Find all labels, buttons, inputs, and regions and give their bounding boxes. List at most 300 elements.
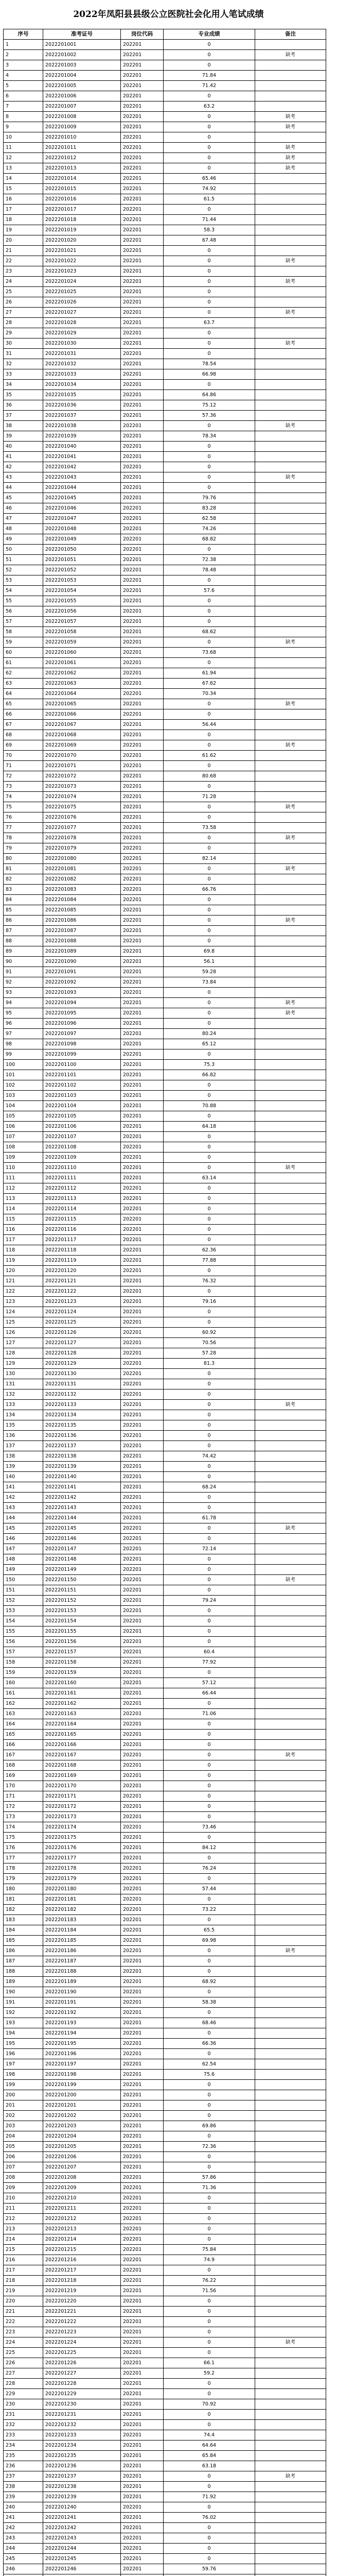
position-code-cell: 202201 bbox=[121, 1101, 164, 1111]
score-cell: 0 bbox=[164, 596, 255, 606]
score-cell: 0 bbox=[164, 1462, 255, 1472]
header-remark: 备注 bbox=[255, 29, 326, 40]
position-code-cell: 202201 bbox=[121, 1122, 164, 1132]
remark-cell bbox=[255, 936, 326, 946]
table-row bbox=[4, 627, 326, 637]
exam-id-cell: 2022201116 bbox=[43, 1225, 121, 1235]
seq-cell: 116 bbox=[4, 1225, 43, 1235]
exam-id-cell: 2022201007 bbox=[43, 101, 121, 112]
score-cell: 0 bbox=[164, 308, 255, 318]
exam-id-cell: 2022201130 bbox=[43, 1369, 121, 1379]
seq-cell: 124 bbox=[4, 1307, 43, 1317]
exam-id-cell: 2022201135 bbox=[43, 1420, 121, 1431]
exam-id-cell: 2022201177 bbox=[43, 1853, 121, 1863]
score-cell: 0 bbox=[164, 2379, 255, 2389]
exam-id-cell: 2022201103 bbox=[43, 1091, 121, 1101]
seq-cell: 229 bbox=[4, 2389, 43, 2399]
table-row bbox=[4, 2162, 326, 2173]
exam-id-cell: 2022201235 bbox=[43, 2451, 121, 2461]
score-cell: 0 bbox=[164, 1719, 255, 1730]
table-row bbox=[4, 1884, 326, 1894]
score-cell: 67.62 bbox=[164, 679, 255, 689]
table-row bbox=[4, 462, 326, 472]
score-cell: 76.24 bbox=[164, 1863, 255, 1874]
remark-cell bbox=[255, 2368, 326, 2379]
remark-cell bbox=[255, 1863, 326, 1874]
position-code-cell: 202201 bbox=[121, 1977, 164, 1987]
table-row bbox=[4, 916, 326, 926]
remark-cell: 缺考 bbox=[255, 1163, 326, 1173]
exam-id-cell: 2022201077 bbox=[43, 823, 121, 833]
remark-cell bbox=[255, 1771, 326, 1781]
remark-cell bbox=[255, 782, 326, 792]
remark-cell bbox=[255, 1379, 326, 1389]
table-row bbox=[4, 1194, 326, 1204]
header-position-code: 岗位代码 bbox=[121, 29, 164, 40]
exam-id-cell: 2022201164 bbox=[43, 1719, 121, 1730]
table-row bbox=[4, 761, 326, 771]
seq-cell: 151 bbox=[4, 1585, 43, 1596]
exam-id-cell: 2022201069 bbox=[43, 740, 121, 751]
position-code-cell: 202201 bbox=[121, 153, 164, 163]
exam-id-cell: 2022201217 bbox=[43, 2265, 121, 2276]
exam-id-cell: 2022201165 bbox=[43, 1730, 121, 1740]
position-code-cell: 202201 bbox=[121, 1142, 164, 1153]
position-code-cell: 202201 bbox=[121, 1338, 164, 1348]
table-row bbox=[4, 812, 326, 823]
exam-id-cell: 2022201033 bbox=[43, 369, 121, 380]
remark-cell bbox=[255, 1699, 326, 1709]
exam-id-cell: 2022201153 bbox=[43, 1606, 121, 1616]
seq-cell: 142 bbox=[4, 1493, 43, 1503]
remark-cell bbox=[255, 2317, 326, 2327]
seq-cell: 182 bbox=[4, 1905, 43, 1915]
exam-id-cell: 2022201015 bbox=[43, 184, 121, 194]
position-code-cell: 202201 bbox=[121, 1420, 164, 1431]
seq-cell: 238 bbox=[4, 2482, 43, 2492]
exam-id-cell: 2022201024 bbox=[43, 277, 121, 287]
position-code-cell: 202201 bbox=[121, 1348, 164, 1359]
position-code-cell: 202201 bbox=[121, 1472, 164, 1482]
exam-id-cell: 2022201095 bbox=[43, 1008, 121, 1019]
score-cell: 0 bbox=[164, 1946, 255, 1956]
remark-cell bbox=[255, 1987, 326, 1997]
position-code-cell: 202201 bbox=[121, 905, 164, 916]
table-row bbox=[4, 153, 326, 163]
exam-id-cell: 2022201066 bbox=[43, 709, 121, 720]
remark-cell bbox=[255, 1482, 326, 1493]
table-row bbox=[4, 2533, 326, 2544]
score-cell: 0 bbox=[164, 2348, 255, 2358]
score-cell: 0 bbox=[164, 1853, 255, 1863]
score-cell: 0 bbox=[164, 40, 255, 50]
score-cell: 80.68 bbox=[164, 771, 255, 782]
exam-id-cell: 2022201151 bbox=[43, 1585, 121, 1596]
seq-cell: 49 bbox=[4, 534, 43, 545]
score-cell: 0 bbox=[164, 802, 255, 812]
remark-cell bbox=[255, 1091, 326, 1101]
exam-id-cell: 2022201208 bbox=[43, 2173, 121, 2183]
remark-cell bbox=[255, 1194, 326, 1204]
table-row bbox=[4, 2224, 326, 2234]
seq-cell: 140 bbox=[4, 1472, 43, 1482]
seq-cell: 110 bbox=[4, 1163, 43, 1173]
seq-cell: 108 bbox=[4, 1142, 43, 1153]
score-cell: 74.9 bbox=[164, 2255, 255, 2265]
remark-cell: 缺考 bbox=[255, 916, 326, 926]
position-code-cell: 202201 bbox=[121, 60, 164, 71]
remark-cell bbox=[255, 1853, 326, 1863]
exam-id-cell: 2022201214 bbox=[43, 2234, 121, 2245]
position-code-cell: 202201 bbox=[121, 2152, 164, 2162]
exam-id-cell: 2022201117 bbox=[43, 1235, 121, 1245]
seq-cell: 232 bbox=[4, 2420, 43, 2430]
table-row bbox=[4, 771, 326, 782]
score-cell: 78.34 bbox=[164, 431, 255, 442]
remark-cell bbox=[255, 988, 326, 998]
table-row bbox=[4, 534, 326, 545]
score-cell: 0 bbox=[164, 637, 255, 648]
score-cell: 66.98 bbox=[164, 369, 255, 380]
seq-cell: 154 bbox=[4, 1616, 43, 1626]
table-row bbox=[4, 2348, 326, 2358]
position-code-cell: 202201 bbox=[121, 761, 164, 771]
exam-id-cell: 2022201017 bbox=[43, 205, 121, 215]
remark-cell bbox=[255, 2070, 326, 2080]
seq-cell: 93 bbox=[4, 988, 43, 998]
score-cell: 57.44 bbox=[164, 1884, 255, 1894]
exam-id-cell: 2022201232 bbox=[43, 2420, 121, 2430]
position-code-cell: 202201 bbox=[121, 1359, 164, 1369]
position-code-cell: 202201 bbox=[121, 1719, 164, 1730]
remark-cell bbox=[255, 2204, 326, 2214]
position-code-cell: 202201 bbox=[121, 163, 164, 174]
seq-cell: 34 bbox=[4, 380, 43, 390]
position-code-cell: 202201 bbox=[121, 2028, 164, 2039]
table-row bbox=[4, 452, 326, 462]
exam-id-cell: 2022201191 bbox=[43, 1997, 121, 2008]
score-cell: 0 bbox=[164, 1781, 255, 1791]
score-cell: 60.4 bbox=[164, 1647, 255, 1657]
table-row bbox=[4, 1874, 326, 1884]
seq-cell: 177 bbox=[4, 1853, 43, 1863]
exam-id-cell: 2022201038 bbox=[43, 421, 121, 431]
table-row bbox=[4, 2028, 326, 2039]
position-code-cell: 202201 bbox=[121, 2533, 164, 2544]
table-row bbox=[4, 1699, 326, 1709]
seq-cell: 56 bbox=[4, 606, 43, 617]
table-row bbox=[4, 1080, 326, 1091]
exam-id-cell: 2022201171 bbox=[43, 1791, 121, 1802]
score-cell: 73.22 bbox=[164, 1905, 255, 1915]
remark-cell bbox=[255, 1977, 326, 1987]
table-row bbox=[4, 2276, 326, 2286]
score-cell: 0 bbox=[164, 2337, 255, 2348]
seq-cell: 207 bbox=[4, 2162, 43, 2173]
exam-id-cell: 2022201060 bbox=[43, 648, 121, 658]
exam-id-cell: 2022201075 bbox=[43, 802, 121, 812]
table-row bbox=[4, 699, 326, 709]
score-cell: 0 bbox=[164, 1740, 255, 1750]
table-row bbox=[4, 2018, 326, 2028]
score-cell: 0 bbox=[164, 2327, 255, 2337]
exam-id-cell: 2022201115 bbox=[43, 1214, 121, 1225]
position-code-cell: 202201 bbox=[121, 462, 164, 472]
seq-cell: 38 bbox=[4, 421, 43, 431]
seq-cell: 235 bbox=[4, 2451, 43, 2461]
score-cell: 0 bbox=[164, 1760, 255, 1771]
remark-cell bbox=[255, 823, 326, 833]
exam-id-cell: 2022201129 bbox=[43, 1359, 121, 1369]
score-cell: 0 bbox=[164, 1750, 255, 1760]
exam-id-cell: 2022201137 bbox=[43, 1441, 121, 1451]
remark-cell bbox=[255, 442, 326, 452]
seq-cell: 131 bbox=[4, 1379, 43, 1389]
seq-cell: 189 bbox=[4, 1977, 43, 1987]
score-cell: 0 bbox=[164, 2296, 255, 2307]
position-code-cell: 202201 bbox=[121, 1225, 164, 1235]
table-row bbox=[4, 1513, 326, 1523]
exam-id-cell: 2022201073 bbox=[43, 782, 121, 792]
exam-id-cell: 2022201170 bbox=[43, 1781, 121, 1791]
score-cell: 57.86 bbox=[164, 2173, 255, 2183]
seq-cell: 117 bbox=[4, 1235, 43, 1245]
exam-id-cell: 2022201123 bbox=[43, 1297, 121, 1307]
seq-cell: 141 bbox=[4, 1482, 43, 1493]
table-row bbox=[4, 1791, 326, 1802]
table-row bbox=[4, 1163, 326, 1173]
score-cell: 81.3 bbox=[164, 1359, 255, 1369]
position-code-cell: 202201 bbox=[121, 1214, 164, 1225]
position-code-cell: 202201 bbox=[121, 2286, 164, 2296]
table-row bbox=[4, 1235, 326, 1245]
remark-cell bbox=[255, 689, 326, 699]
remark-cell bbox=[255, 194, 326, 205]
remark-cell bbox=[255, 812, 326, 823]
table-row bbox=[4, 1657, 326, 1668]
remark-cell bbox=[255, 534, 326, 545]
table-row bbox=[4, 246, 326, 256]
score-cell: 70.34 bbox=[164, 689, 255, 699]
table-row bbox=[4, 1400, 326, 1410]
score-cell: 71.28 bbox=[164, 792, 255, 802]
table-row bbox=[4, 823, 326, 833]
seq-cell: 6 bbox=[4, 91, 43, 101]
seq-cell: 138 bbox=[4, 1451, 43, 1462]
seq-cell: 133 bbox=[4, 1400, 43, 1410]
exam-id-cell: 2022201173 bbox=[43, 1812, 121, 1822]
table-row bbox=[4, 235, 326, 246]
score-cell: 0 bbox=[164, 782, 255, 792]
score-cell: 70.56 bbox=[164, 1338, 255, 1348]
position-code-cell: 202201 bbox=[121, 1905, 164, 1915]
score-cell: 0 bbox=[164, 266, 255, 277]
seq-cell: 36 bbox=[4, 400, 43, 411]
exam-id-cell: 2022201035 bbox=[43, 390, 121, 400]
position-code-cell: 202201 bbox=[121, 1462, 164, 1472]
exam-id-cell: 2022201036 bbox=[43, 400, 121, 411]
seq-cell: 137 bbox=[4, 1441, 43, 1451]
exam-id-cell: 2022201040 bbox=[43, 442, 121, 452]
position-code-cell: 202201 bbox=[121, 1668, 164, 1678]
table-row bbox=[4, 2080, 326, 2090]
remark-cell: 缺考 bbox=[255, 122, 326, 132]
seq-cell: 123 bbox=[4, 1297, 43, 1307]
remark-cell bbox=[255, 1060, 326, 1070]
remark-cell bbox=[255, 1997, 326, 2008]
score-cell: 0 bbox=[164, 988, 255, 998]
table-row bbox=[4, 2245, 326, 2255]
exam-id-cell: 2022201219 bbox=[43, 2286, 121, 2296]
table-row bbox=[4, 1359, 326, 1369]
remark-cell bbox=[255, 1730, 326, 1740]
exam-id-cell: 2022201030 bbox=[43, 338, 121, 349]
remark-cell bbox=[255, 1668, 326, 1678]
table-row bbox=[4, 1410, 326, 1420]
remark-cell bbox=[255, 555, 326, 565]
remark-cell bbox=[255, 1225, 326, 1235]
exam-id-cell: 2022201146 bbox=[43, 1534, 121, 1544]
table-row bbox=[4, 1420, 326, 1431]
remark-cell bbox=[255, 977, 326, 988]
remark-cell bbox=[255, 1740, 326, 1750]
score-cell: 0 bbox=[164, 1317, 255, 1328]
remark-cell bbox=[255, 2131, 326, 2142]
seq-cell: 183 bbox=[4, 1915, 43, 1925]
exam-id-cell: 2022201012 bbox=[43, 153, 121, 163]
position-code-cell: 202201 bbox=[121, 2234, 164, 2245]
remark-cell bbox=[255, 1554, 326, 1565]
remark-cell bbox=[255, 1843, 326, 1853]
score-cell: 0 bbox=[164, 936, 255, 946]
score-cell: 79.76 bbox=[164, 493, 255, 503]
exam-id-cell: 2022201003 bbox=[43, 60, 121, 71]
seq-cell: 87 bbox=[4, 926, 43, 936]
seq-cell: 28 bbox=[4, 318, 43, 328]
position-code-cell: 202201 bbox=[121, 1833, 164, 1843]
score-cell: 0 bbox=[164, 2265, 255, 2276]
exam-id-cell bbox=[43, 2574, 121, 2576]
table-row bbox=[4, 1153, 326, 1163]
score-cell: 71.56 bbox=[164, 2286, 255, 2296]
position-code-cell: 202201 bbox=[121, 2544, 164, 2554]
table-row bbox=[4, 2059, 326, 2070]
exam-id-cell: 2022201039 bbox=[43, 431, 121, 442]
exam-id-cell: 2022201118 bbox=[43, 1245, 121, 1256]
seq-cell: 122 bbox=[4, 1286, 43, 1297]
remark-cell bbox=[255, 1111, 326, 1122]
exam-id-cell: 2022201245 bbox=[43, 2554, 121, 2564]
score-cell: 0 bbox=[164, 122, 255, 132]
remark-cell bbox=[255, 2389, 326, 2399]
exam-id-cell: 2022201044 bbox=[43, 483, 121, 493]
exam-id-cell: 2022201133 bbox=[43, 1400, 121, 1410]
position-code-cell: 202201 bbox=[121, 946, 164, 957]
exam-id-cell: 2022201093 bbox=[43, 988, 121, 998]
seq-cell: 155 bbox=[4, 1626, 43, 1637]
remark-cell: 缺考 bbox=[255, 338, 326, 349]
table-row bbox=[4, 472, 326, 483]
table-row bbox=[4, 1936, 326, 1946]
score-cell: 0 bbox=[164, 1554, 255, 1565]
position-code-cell: 202201 bbox=[121, 771, 164, 782]
exam-id-cell: 2022201079 bbox=[43, 843, 121, 854]
seq-cell: 210 bbox=[4, 2193, 43, 2204]
table-row bbox=[4, 637, 326, 648]
position-code-cell: 202201 bbox=[121, 1802, 164, 1812]
remark-cell bbox=[255, 1153, 326, 1163]
seq-cell: 22 bbox=[4, 256, 43, 266]
table-row bbox=[4, 1554, 326, 1565]
position-code-cell: 202201 bbox=[121, 1049, 164, 1060]
exam-id-cell: 2022201019 bbox=[43, 225, 121, 235]
table-row bbox=[4, 2183, 326, 2193]
position-code-cell bbox=[121, 2574, 164, 2576]
remark-cell bbox=[255, 2224, 326, 2234]
remark-cell bbox=[255, 452, 326, 462]
position-code-cell: 202201 bbox=[121, 1946, 164, 1956]
position-code-cell: 202201 bbox=[121, 2183, 164, 2193]
seq-cell: 50 bbox=[4, 545, 43, 555]
remark-cell bbox=[255, 1317, 326, 1328]
score-cell: 59.2 bbox=[164, 2368, 255, 2379]
exam-id-cell: 2022201227 bbox=[43, 2368, 121, 2379]
position-code-cell: 202201 bbox=[121, 40, 164, 50]
remark-cell bbox=[255, 2358, 326, 2368]
table-row bbox=[4, 1029, 326, 1039]
header-exam-id: 准考证号 bbox=[43, 29, 121, 40]
seq-cell: 128 bbox=[4, 1348, 43, 1359]
seq-cell: 111 bbox=[4, 1173, 43, 1183]
seq-cell: 107 bbox=[4, 1132, 43, 1142]
table-row bbox=[4, 2111, 326, 2121]
remark-cell bbox=[255, 854, 326, 864]
position-code-cell: 202201 bbox=[121, 2018, 164, 2028]
remark-cell bbox=[255, 328, 326, 338]
seq-cell: 54 bbox=[4, 586, 43, 596]
seq-cell: 25 bbox=[4, 287, 43, 297]
exam-id-cell: 2022201064 bbox=[43, 689, 121, 699]
table-row bbox=[4, 1173, 326, 1183]
position-code-cell: 202201 bbox=[121, 431, 164, 442]
table-row bbox=[4, 524, 326, 534]
seq-cell: 88 bbox=[4, 936, 43, 946]
position-code-cell: 202201 bbox=[121, 2358, 164, 2368]
exam-id-cell: 2022201076 bbox=[43, 812, 121, 823]
position-code-cell: 202201 bbox=[121, 1235, 164, 1245]
position-code-cell: 202201 bbox=[121, 1194, 164, 1204]
score-cell: 60.92 bbox=[164, 1328, 255, 1338]
exam-id-cell: 2022201185 bbox=[43, 1936, 121, 1946]
remark-cell bbox=[255, 1101, 326, 1111]
exam-id-cell: 2022201119 bbox=[43, 1256, 121, 1266]
remark-cell bbox=[255, 1451, 326, 1462]
remark-cell bbox=[255, 287, 326, 297]
position-code-cell: 202201 bbox=[121, 2090, 164, 2100]
table-row bbox=[4, 215, 326, 225]
remark-cell bbox=[255, 1256, 326, 1266]
table-row bbox=[4, 112, 326, 122]
position-code-cell: 202201 bbox=[121, 1039, 164, 1049]
seq-cell: 67 bbox=[4, 720, 43, 730]
remark-cell bbox=[255, 720, 326, 730]
exam-id-cell: 2022201054 bbox=[43, 586, 121, 596]
exam-id-cell: 2022201086 bbox=[43, 916, 121, 926]
exam-id-cell: 2022201163 bbox=[43, 1709, 121, 1719]
position-code-cell: 202201 bbox=[121, 2080, 164, 2090]
seq-cell: 223 bbox=[4, 2327, 43, 2337]
remark-cell bbox=[255, 2492, 326, 2502]
